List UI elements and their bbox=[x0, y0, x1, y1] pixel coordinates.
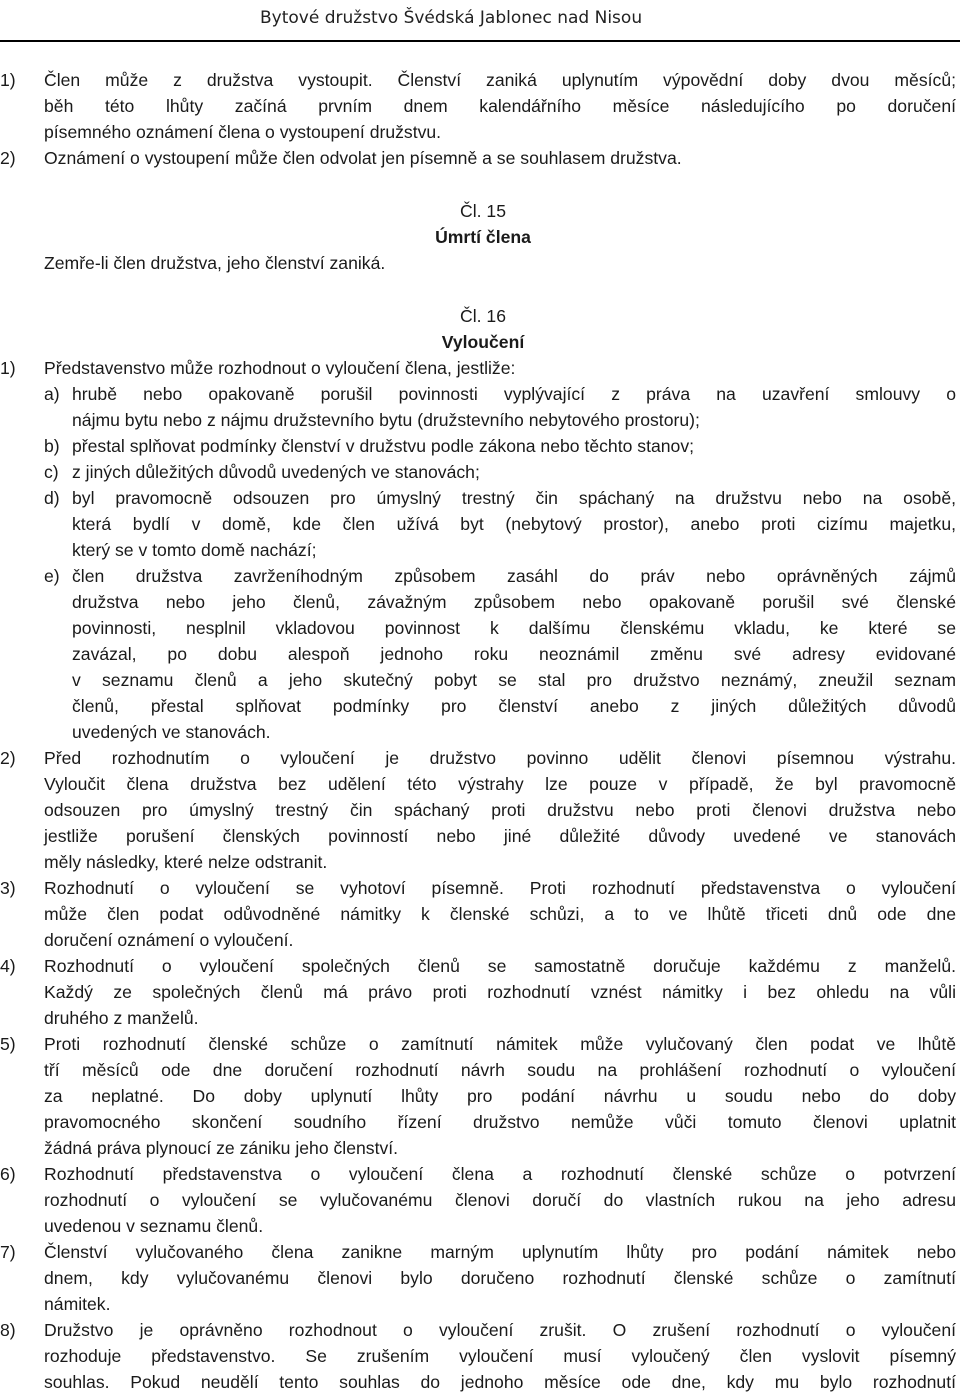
text-line: běh této lhůty začíná prvním dnem kalendářního měsíce následujícího po doručení bbox=[44, 96, 956, 116]
header-title: Bytové družstvo Švédská Jablonec nad Nisou bbox=[260, 8, 643, 28]
text-line: Proti rozhodnutí členské schůze o zamítnutí námitek může vylučovaný člen podat ve lhůtě bbox=[44, 1034, 956, 1054]
text-line: rozhodnutí o vyloučení se vylučovanému členovi doručí do vlastních rukou na jeho adresu bbox=[44, 1190, 956, 1210]
text-line: zavázal, po dobu alespoň jednoho roku neoznámil změnu své adresy evidované bbox=[72, 644, 956, 664]
item-number: 5) bbox=[0, 1034, 16, 1054]
text-line: který se v tomto domě nachází; bbox=[72, 540, 317, 560]
text-line: pravomocného skončení soudního řízení družstvo nemůže vůči tomuto členovi uplatnit bbox=[44, 1112, 956, 1132]
text-line: Každý ze společných členů má právo proti rozhodnutí vznést námitky i bez ohledu na vůli bbox=[44, 982, 956, 1002]
text-line: může člen podat odůvodněné námitky k členské schůzi, a to ve lhůtě třiceti dnů ode dne bbox=[44, 904, 956, 924]
article-number: Čl. 15 bbox=[460, 201, 506, 221]
sub-item-letter: a) bbox=[44, 384, 60, 404]
text-line: odsouzen pro úmyslný trestný čin spáchaný proti družstvu nebo proti členovi družstva nebo bbox=[44, 800, 956, 820]
article-title: Úmrtí člena bbox=[435, 227, 531, 247]
text-line: souhlas. Pokud neudělí tento souhlas do jednoho měsíce ode dne, kdy mu bylo rozhodnutí bbox=[44, 1372, 956, 1392]
item-number: 4) bbox=[0, 956, 16, 976]
article-number: Čl. 16 bbox=[460, 306, 506, 326]
text-line: družstva nebo jeho členů, závažným způsobem nebo opakovaně porušil své členské bbox=[72, 592, 956, 612]
item-number: 2) bbox=[0, 748, 16, 768]
text-line: žádná práva plynoucí ze zániku jeho členství. bbox=[44, 1138, 399, 1158]
text-line: hrubě nebo opakovaně porušil povinnosti vyplývající z práva na uzavření smlouvy o bbox=[72, 384, 956, 404]
sub-item-letter: b) bbox=[44, 436, 60, 456]
item-number: 6) bbox=[0, 1164, 16, 1184]
text-line: Zemře-li člen družstva, jeho členství zaniká. bbox=[44, 253, 386, 273]
item-number: 3) bbox=[0, 878, 16, 898]
text-line: měly následky, které nelze odstranit. bbox=[44, 852, 328, 872]
item-number: 7) bbox=[0, 1242, 16, 1262]
text-line: člen družstva zavrženíhodným způsobem zasáhl do práv nebo oprávněných zájmů bbox=[72, 566, 956, 586]
text-line: Vyloučit člena družstva bez udělení této výstrahy lze pouze v případě, že byl pravomocně bbox=[44, 774, 956, 794]
text-line: přestal splňovat podmínky členství v družstvu podle zákona nebo těchto stanov; bbox=[72, 436, 695, 456]
text-line: která bydlí v domě, kde člen užívá byt (nebytový prostor), anebo proti cizímu majetku, bbox=[72, 514, 956, 534]
text-line: Představenstvo může rozhodnout o vyloučení člena, jestliže: bbox=[44, 358, 516, 378]
sub-item-letter: e) bbox=[44, 566, 60, 586]
text-line: dnem, kdy vylučovanému členovi bylo doručeno rozhodnutí členské schůze o zamítnutí bbox=[44, 1268, 956, 1288]
text-line: jestliže porušení členských povinností nebo jiné důležité důvody uvedené ve stanovách bbox=[44, 826, 956, 846]
text-line: uvedenou v seznamu členů. bbox=[44, 1216, 264, 1236]
item-number: 1) bbox=[0, 70, 16, 90]
text-line: z jiných důležitých důvodů uvedených ve stanovách; bbox=[72, 462, 480, 482]
text-line: v seznamu členů a jeho skutečný pobyt se stal pro družstvo neznámý, zneužil seznam bbox=[72, 670, 956, 690]
text-line: uvedených ve stanovách. bbox=[72, 722, 271, 742]
text-line: písemného oznámení člena o vystoupení družstvu. bbox=[44, 122, 442, 142]
sub-item-letter: c) bbox=[44, 462, 59, 482]
text-line: Před rozhodnutím o vyloučení je družstvo povinno udělit členovi písemnou výstrahu. bbox=[44, 748, 956, 768]
text-line: nájmu bytu nebo z nájmu družstevního bytu (družstevního nebytového prostoru); bbox=[72, 410, 700, 430]
text-line: tří měsíců ode dne doručení rozhodnutí návrh soudu na prohlášení rozhodnutí o vyloučení bbox=[44, 1060, 956, 1080]
text-line: Rozhodnutí představenstva o vyloučení člena a rozhodnutí členské schůze o potvrzení bbox=[44, 1164, 956, 1184]
text-line: námitek. bbox=[44, 1294, 111, 1314]
text-line: byl pravomocně odsouzen pro úmyslný trestný čin spáchaný na družstvu nebo na osobě, bbox=[72, 488, 956, 508]
sub-item-letter: d) bbox=[44, 488, 60, 508]
text-line: druhého z manželů. bbox=[44, 1008, 199, 1028]
text-line: rozhoduje představenstvo. Se zrušením vyloučení musí vyloučený člen vyslovit písemný bbox=[44, 1346, 956, 1366]
text-line: Členství vylučovaného člena zanikne marným uplynutím lhůty pro podání námitek nebo bbox=[44, 1242, 956, 1262]
article-title: Vyloučení bbox=[441, 332, 525, 352]
text-line: povinnosti, nesplnil vkladovou povinnost k dalšímu členskému vkladu, ke které se bbox=[72, 618, 956, 638]
item-number: 8) bbox=[0, 1320, 16, 1340]
text-line: doručení oznámení o vyloučení. bbox=[44, 930, 294, 950]
text-line: Oznámení o vystoupení může člen odvolat jen písemně a se souhlasem družstva. bbox=[44, 148, 682, 168]
text-line: Rozhodnutí o vyloučení se vyhotoví písemně. Proti rozhodnutí představenstva o vyloučení bbox=[44, 878, 956, 898]
text-line: členů, přestal splňovat podmínky pro členství anebo z jiných důležitých důvodů bbox=[72, 696, 956, 716]
item-number: 2) bbox=[0, 148, 16, 168]
text-line: Družstvo je oprávněno rozhodnout o vyloučení zrušit. O zrušení rozhodnutí o vyloučení bbox=[44, 1320, 956, 1340]
text-line: Člen může z družstva vystoupit. Členství zaniká uplynutím výpovědní doby dvou měsíců; bbox=[44, 70, 956, 90]
text-line: za neplatné. Do doby uplynutí lhůty pro podání návrhu u soudu nebo do doby bbox=[44, 1086, 956, 1106]
item-number: 1) bbox=[0, 358, 16, 378]
text-line: Rozhodnutí o vyloučení společných členů se samostatně doručuje každému z manželů. bbox=[44, 956, 956, 976]
